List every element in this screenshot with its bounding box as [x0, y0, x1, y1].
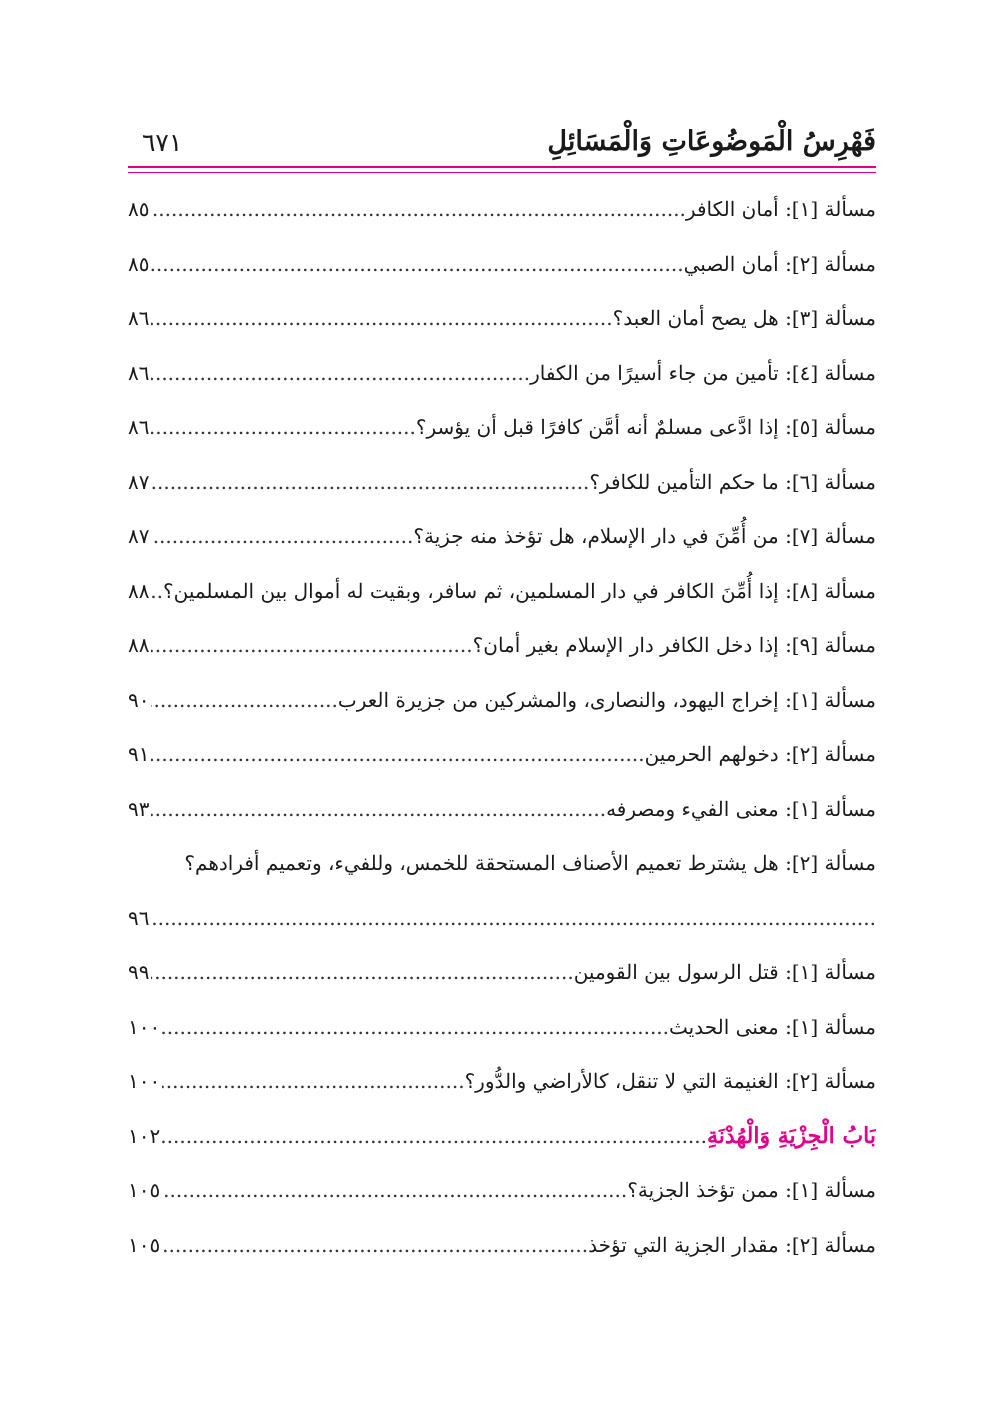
dot-leader	[151, 237, 683, 292]
toc-entry-page: ٨٥	[128, 251, 150, 276]
toc-entry	[128, 1218, 876, 1273]
toc-entry	[128, 291, 876, 346]
toc-entry-page: ٩١	[128, 742, 150, 766]
toc-entry-title: مسألة [٢]: مقدار الجزية التي تؤخذ	[588, 1232, 876, 1257]
toc-entry-title: مسألة [٣]: هل يصح أمان العبد؟	[612, 306, 876, 330]
running-header	[128, 120, 876, 166]
toc-entry	[128, 727, 876, 782]
toc-entry-title: مسألة [٤]: تأمين من جاء أسيرًا من الكفار	[530, 360, 876, 385]
toc-entry	[128, 564, 876, 619]
toc-entry	[128, 346, 876, 401]
dot-leader	[151, 455, 589, 510]
toc-section-heading	[128, 1109, 876, 1164]
toc-entry	[128, 1054, 876, 1109]
toc-entry-page: ١٠٥	[128, 1232, 161, 1257]
toc-entry-page: ٨٧	[128, 524, 150, 548]
toc-entry	[128, 673, 876, 728]
dot-leader	[151, 346, 530, 401]
toc-entry	[128, 618, 876, 673]
toc-entry-title: مسألة [١]: إخراج اليهود، والنصارى، والمشركين من جزيرة العرب	[337, 687, 876, 712]
toc-entry-page: ٩٩	[128, 960, 150, 984]
toc-entry	[128, 945, 876, 1000]
dot-leader	[151, 564, 163, 619]
dot-leader	[162, 1054, 464, 1109]
toc-entry-title: مسألة [١]: أمان الكافر	[685, 197, 876, 221]
toc-entry-page: ١٠٠	[128, 1069, 161, 1093]
toc-entry	[128, 1163, 876, 1218]
toc-entry-title: مسألة [٧]: من أُمِّنَ في دار الإسلام، هل تؤخذ منه جزية؟	[413, 524, 876, 548]
toc-entry-title: مسألة [٢]: أمان الصبي	[683, 251, 876, 276]
toc-entry-title: مسألة [٢]: دخولهم الحرمين	[644, 742, 876, 766]
header-rule-thick	[128, 166, 876, 168]
toc-entry-title: مسألة [١]: ممن تؤخذ الجزية؟	[627, 1178, 876, 1202]
dot-leader	[151, 400, 415, 455]
toc-entry	[128, 237, 876, 292]
toc-entry-title: بَابُ الْجِزْيَةِ وَالْهُدْنَةِ	[707, 1122, 876, 1149]
toc-entry-page: ١٠٢	[128, 1123, 161, 1148]
toc-entry	[128, 836, 876, 891]
dot-leader	[151, 891, 876, 946]
toc-entry	[128, 782, 876, 837]
toc-entry-title: مسألة [٩]: إذا دخل الكافر دار الإسلام بغير أمان؟	[472, 633, 876, 657]
toc-entry-page: ٨٦	[128, 306, 150, 330]
toc-entry-page: ٨٥	[128, 197, 150, 221]
toc-entry-page: ٩٣	[128, 796, 150, 821]
toc-entry-title: مسألة [١]: قتل الرسول بين القومين	[573, 960, 876, 984]
dot-leader	[151, 291, 612, 346]
toc-entry	[128, 400, 876, 455]
dot-leader	[162, 1000, 669, 1055]
toc-entry-page: ١٠٠	[128, 1014, 161, 1039]
toc-entry	[128, 1000, 876, 1055]
toc-entry	[128, 891, 876, 946]
toc-entry-page: ٨٨	[128, 578, 150, 603]
toc-entry-page: ٩٠	[128, 687, 150, 712]
toc-entry-title: مسألة [٢]: الغنيمة التي لا تنقل، كالأراضي والدُّور؟	[464, 1069, 876, 1093]
toc-entry-page: ١٠٥	[128, 1178, 161, 1202]
toc-entry-title: مسألة [٨]: إذا أُمِّنَ الكافر في دار المسلمين، ثم سافر، وبقيت له أموال بين المسلمين؟	[162, 578, 876, 603]
toc-entry	[128, 455, 876, 510]
toc-entry-title: مسألة [١]: معنى الحديث	[669, 1014, 876, 1039]
dot-leader	[162, 1163, 627, 1218]
toc-entry-page: ٨٦	[128, 360, 150, 385]
toc-entry	[128, 182, 876, 237]
header-rule-thin	[128, 172, 876, 173]
toc-entry-title: مسألة [٢]: هل يشترط تعميم الأصناف المستحقة للخمس، وللفيء، وتعميم أفرادهم؟	[184, 851, 876, 875]
dot-leader	[151, 782, 606, 837]
toc-entry-page: ٨٦	[128, 415, 150, 439]
toc-entry-title: مسألة [١]: معنى الفيء ومصرفه	[606, 796, 876, 821]
dot-leader	[151, 727, 644, 782]
dot-leader	[162, 1109, 707, 1164]
table-of-contents	[128, 182, 876, 1272]
dot-leader	[162, 1218, 588, 1273]
toc-entry-title: مسألة [٦]: ما حكم التأمين للكافر؟	[589, 469, 876, 494]
toc-entry-page: ٨٧	[128, 469, 150, 494]
dot-leader	[151, 509, 413, 564]
dot-leader	[151, 945, 573, 1000]
header-title: فَهْرِسُ الْمَوضُوعَاتِ وَالْمَسَائِلِ	[547, 126, 876, 157]
toc-entry	[128, 509, 876, 564]
dot-leader	[151, 182, 685, 237]
dot-leader	[151, 618, 472, 673]
dot-leader	[151, 673, 337, 728]
toc-entry-page: ٨٨	[128, 633, 150, 657]
toc-entry-page: ٩٦	[128, 905, 150, 930]
toc-entry-title: مسألة [٥]: إذا ادَّعى مسلمٌ أنه أمَّن كافرًا قبل أن يؤسر؟	[415, 415, 876, 439]
page-number: ٦٧١	[142, 128, 183, 157]
